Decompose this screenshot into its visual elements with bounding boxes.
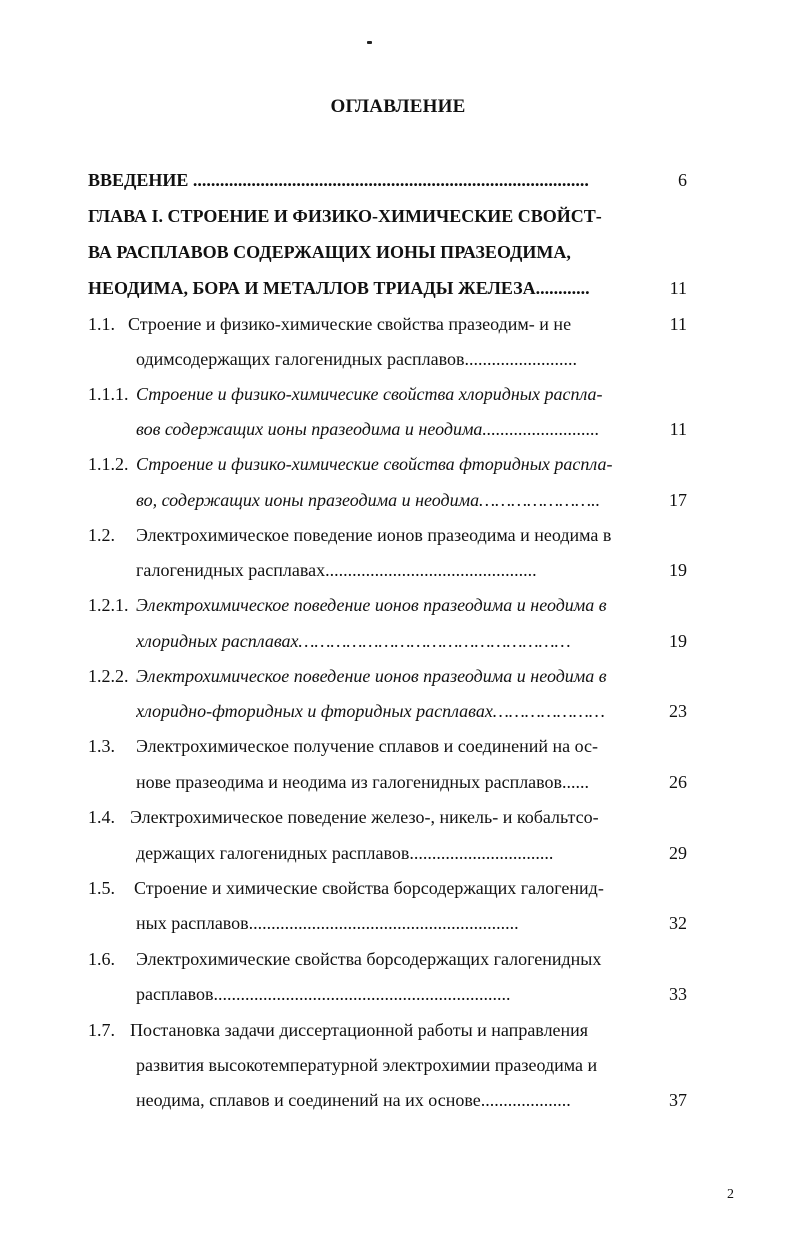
- toc-entry-line: [88, 238, 662, 266]
- toc-entry-text: хлоридных расплавах……………………………………………: [136, 631, 571, 651]
- toc-entry-line: [136, 839, 646, 867]
- toc-entry-text: развития высокотемпературной электрохимии празеодима и: [136, 1055, 598, 1075]
- toc-section-number: 1.2.: [88, 525, 115, 545]
- toc-section-number: 1.4.: [88, 807, 115, 827]
- toc-entry-text: одимсодержащих галогенидных расплавов.........................: [136, 349, 577, 369]
- toc-entry-text: Строение и физико-химичесике свойства хлоридных распла-: [136, 384, 603, 404]
- toc-entry-text: Строение и химические свойства борсодержащих галогенид-: [134, 878, 604, 898]
- toc-entry-1-2: [88, 521, 662, 549]
- toc-page-number: 23: [669, 701, 687, 721]
- toc-page-number: 26: [669, 772, 687, 792]
- toc-entry-text: ГЛАВА I. СТРОЕНИЕ И ФИЗИКО-ХИМИЧЕСКИЕ СВОЙСТ-: [88, 206, 602, 226]
- toc-entry-line: [136, 486, 646, 514]
- toc-page-number: 37: [669, 1090, 687, 1110]
- toc-entry-text: Электрохимические свойства борсодержащих галогенидных: [136, 949, 602, 969]
- toc-entry-1-2-2: [88, 662, 662, 690]
- toc-entry-line: [136, 345, 656, 373]
- toc-entry-text: ных расплавов............................................................: [136, 913, 519, 933]
- toc-section-number: 1.2.1.: [88, 595, 129, 615]
- toc-section-number: 1.1.1.: [88, 384, 129, 404]
- toc-page-number: 6: [678, 170, 687, 190]
- toc-entry-text: вов содержащих ионы празеодима и неодима..........................: [136, 419, 600, 439]
- toc-page-number: 17: [669, 490, 687, 510]
- toc-entry-line: [136, 1051, 656, 1079]
- toc-entry-text: Электрохимическое поведение ионов празеодима и неодима в: [136, 595, 607, 615]
- toc-entry-text: Электрохимическое поведение ионов празеодима и неодима в: [136, 666, 607, 686]
- toc-entry-line: [88, 274, 652, 302]
- page-number: 2: [727, 1187, 734, 1202]
- toc-entry-line: [136, 909, 646, 937]
- toc-page-number: 11: [669, 314, 687, 334]
- toc-page-number: 19: [669, 631, 687, 651]
- toc-entry-line: [136, 697, 646, 725]
- toc-entry-text: держащих галогенидных расплавов................................: [136, 843, 554, 863]
- toc-entry-1-1-1: [88, 380, 662, 408]
- toc-page-number: 19: [669, 560, 687, 580]
- toc-entry-text: во, содержащих ионы празеодима и неодима…………………..: [136, 490, 601, 510]
- toc-entry-text: расплавов..................................................................: [136, 984, 511, 1004]
- toc-entry-1-4: [88, 803, 662, 831]
- toc-page-number: 29: [669, 843, 687, 863]
- toc-entry-text: ВА РАСПЛАВОВ СОДЕРЖАЩИХ ИОНЫ ПРАЗЕОДИМА,: [88, 242, 571, 262]
- toc-entry-line: [136, 556, 646, 584]
- toc-entry-line: [136, 980, 646, 1008]
- toc-page-number: 11: [669, 278, 687, 298]
- toc-page-number: 32: [669, 913, 687, 933]
- toc-section-number: 1.1.2.: [88, 454, 129, 474]
- toc-entry-1-1: [88, 310, 662, 338]
- toc-entry-1-7: [88, 1016, 662, 1044]
- toc-entry-1-1-2: [88, 450, 662, 478]
- scan-mark: [367, 41, 372, 44]
- toc-entry-text: Электрохимическое получение сплавов и соединений на ос-: [136, 736, 599, 756]
- toc-page-number: 11: [669, 419, 687, 439]
- toc-section-number: 1.1.: [88, 314, 115, 334]
- toc-entry-line: [136, 768, 656, 796]
- toc-entry-text: ВВЕДЕНИЕ ........................................................................................: [88, 170, 589, 190]
- toc-entry-text: Строение и физико-химические свойства празеодим- и не: [128, 314, 572, 334]
- toc-entry-introduction: [88, 166, 648, 194]
- toc-entry-chapter-1: [88, 202, 662, 230]
- toc-page-number: 33: [669, 984, 687, 1004]
- toc-entry-text: Электрохимическое поведение железо-, никель- и кобальтсо-: [130, 807, 599, 827]
- toc-entry-line: [136, 627, 646, 655]
- toc-entry-text: Постановка задачи диссертационной работы и направления: [130, 1020, 589, 1040]
- toc-entry-text: Электрохимическое поведение ионов празеодима и неодима в: [136, 525, 612, 545]
- toc-section-number: 1.5.: [88, 878, 115, 898]
- toc-entry-text: галогенидных расплавах...............................................: [136, 560, 537, 580]
- toc-entry-text: Строение и физико-химические свойства фторидных распла-: [136, 454, 613, 474]
- toc-section-number: 1.2.2.: [88, 666, 129, 686]
- toc-section-number: 1.3.: [88, 736, 115, 756]
- toc-entry-1-6: [88, 945, 662, 973]
- toc-entry-text: нове празеодима и неодима из галогенидных расплавов......: [136, 772, 590, 792]
- toc-section-number: 1.7.: [88, 1020, 115, 1040]
- toc-entry-line: [136, 1086, 646, 1114]
- toc-entry-line: [136, 415, 646, 443]
- toc-entry-text: НЕОДИМА, БОРА И МЕТАЛЛОВ ТРИАДЫ ЖЕЛЕЗА............: [88, 278, 590, 298]
- toc-entry-1-5: [88, 874, 662, 902]
- page-title: ОГЛАВЛЕНИЕ: [330, 96, 466, 117]
- toc-entry-text: хлоридно-фторидных и фторидных расплавах…………………: [136, 701, 605, 721]
- toc-entry-1-2-1: [88, 591, 662, 619]
- toc-entry-text: неодима, сплавов и соединений на их основе....................: [136, 1090, 571, 1110]
- toc-entry-1-3: [88, 732, 662, 760]
- toc-section-number: 1.6.: [88, 949, 115, 969]
